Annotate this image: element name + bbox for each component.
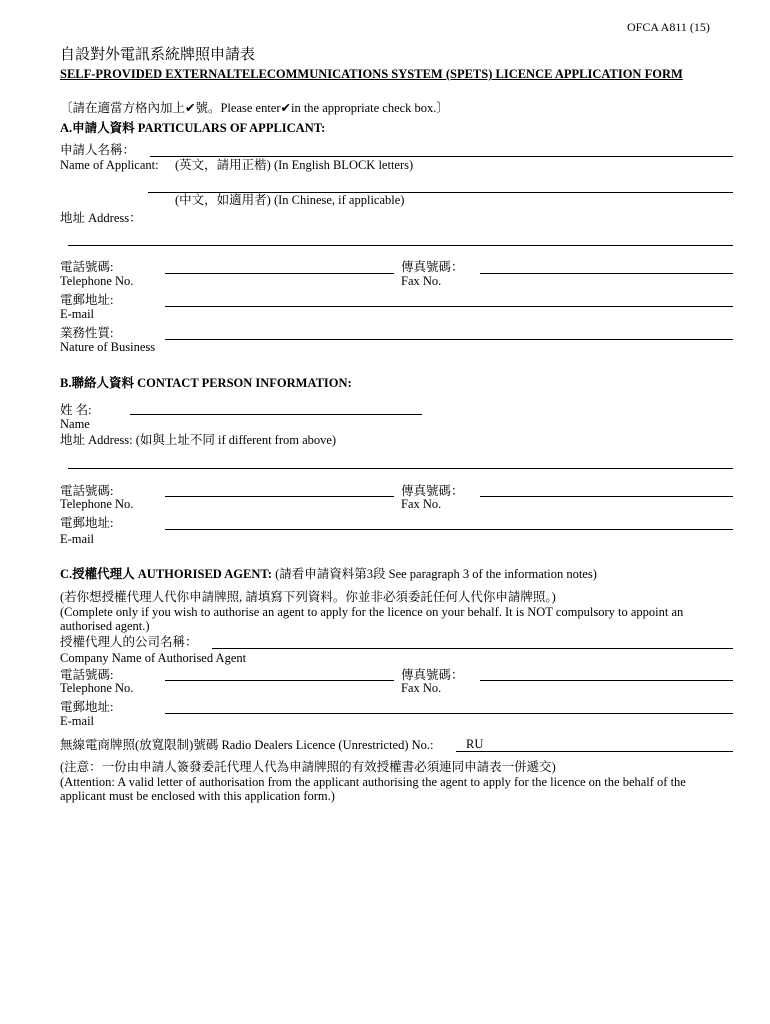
contact-name-label-en: Name bbox=[60, 417, 90, 431]
agent-company-label-en: Company Name of Authorised Agent bbox=[60, 651, 247, 665]
contact-fax-label-en: Fax No. bbox=[401, 497, 442, 511]
contact-fax-label-zh: 傳真號碼： bbox=[401, 484, 464, 498]
applicant-name-field[interactable] bbox=[150, 156, 733, 157]
section-c-heading-row bbox=[60, 567, 597, 581]
agent-company-field[interactable] bbox=[212, 648, 733, 649]
applicant-email-field[interactable] bbox=[165, 306, 733, 307]
agent-email-label-zh: 電郵地址: bbox=[60, 700, 114, 714]
radio-dealers-licence-label: 無線電商牌照(放寬限制)號碼 Radio Dealers Licence (Unrestricted) No.: bbox=[60, 738, 434, 752]
english-block-letters-hint: (英文，請用正楷) (In English BLOCK letters) bbox=[175, 158, 414, 172]
applicant-name-label-zh: 申請人名稱： bbox=[60, 143, 136, 157]
section-c-heading: C.授權代理人 AUTHORISED AGENT: bbox=[60, 567, 272, 581]
attention-note-zh: (注意：一份由申請人簽發委託代理人代為申請牌照的有效授權書必須連同申請表一併遞交) bbox=[60, 760, 556, 774]
agent-tel-field[interactable] bbox=[165, 680, 394, 681]
section-b-heading: B.聯絡人資料 CONTACT PERSON INFORMATION: bbox=[60, 376, 352, 390]
contact-email-field[interactable] bbox=[165, 529, 733, 530]
agent-tel-label-en: Telephone No. bbox=[60, 681, 134, 695]
agent-email-label-en: E-mail bbox=[60, 714, 95, 728]
check-box-note: 〔請在適當方格內加上✔號。Please enter✔in the appropriate check box.〕 bbox=[60, 101, 449, 115]
contact-address-label: 地址 Address: (如與上址不同 if different from above) bbox=[60, 433, 337, 447]
business-label-en: Nature of Business bbox=[60, 340, 156, 354]
agent-tel-label-zh: 電話號碼: bbox=[60, 668, 114, 682]
applicant-tel-label-en: Telephone No. bbox=[60, 274, 134, 288]
radio-dealers-licence-field[interactable] bbox=[456, 751, 733, 752]
form-title-en: SELF-PROVIDED EXTERNALTELECOMMUNICATIONS SYSTEM (SPETS) LICENCE APPLICATION FORM bbox=[60, 67, 683, 81]
applicant-email-label-zh: 電郵地址: bbox=[60, 293, 114, 307]
agent-company-label-zh: 授權代理人的公司名稱： bbox=[60, 635, 198, 649]
section-a-heading: A.申請人資料 PARTICULARS OF APPLICANT: bbox=[60, 121, 326, 135]
form-title-zh: 自設對外電訊系統牌照申請表 bbox=[60, 47, 256, 63]
applicant-tel-field[interactable] bbox=[165, 273, 394, 274]
contact-email-label-zh: 電郵地址: bbox=[60, 516, 114, 530]
chinese-name-hint: (中文，如適用者) (In Chinese, if applicable) bbox=[175, 193, 405, 207]
form-code: OFCA A811 (15) bbox=[627, 20, 710, 34]
applicant-tel-label-zh: 電話號碼: bbox=[60, 260, 114, 274]
contact-name-field[interactable] bbox=[130, 414, 422, 415]
contact-fax-field[interactable] bbox=[480, 496, 733, 497]
business-label-zh: 業務性質: bbox=[60, 326, 114, 340]
agent-note-en: (Complete only if you wish to authorise an agent to apply for the licence on your behalf. It is NOT compulsory to appoint an authorised agent.) bbox=[60, 605, 684, 633]
attention-note-en: (Attention: A valid letter of authorisation from the applicant authorising the agent to apply for the licence on the behalf of the applicant must be enclosed with this application form.) bbox=[60, 775, 686, 803]
agent-fax-label-zh: 傳真號碼： bbox=[401, 668, 464, 682]
agent-fax-label-en: Fax No. bbox=[401, 681, 442, 695]
applicant-name-label-en: Name of Applicant: bbox=[60, 158, 159, 172]
applicant-fax-field[interactable] bbox=[480, 273, 733, 274]
contact-tel-label-zh: 電話號碼: bbox=[60, 484, 114, 498]
applicant-fax-label-en: Fax No. bbox=[401, 274, 442, 288]
applicant-address-label: 地址 Address： bbox=[60, 211, 142, 225]
agent-email-field[interactable] bbox=[165, 713, 733, 714]
contact-address-field[interactable] bbox=[68, 468, 733, 469]
contact-tel-field[interactable] bbox=[165, 496, 394, 497]
contact-name-label-zh: 姓 名: bbox=[60, 403, 92, 417]
contact-tel-label-en: Telephone No. bbox=[60, 497, 134, 511]
radio-dealers-licence-prefix: RU bbox=[466, 737, 484, 751]
nature-of-business-field[interactable] bbox=[165, 339, 733, 340]
section-c-heading-note: (請看申請資料第3段 See paragraph 3 of the information notes) bbox=[275, 567, 597, 581]
applicant-fax-label-zh: 傳真號碼： bbox=[401, 260, 464, 274]
applicant-address-field[interactable] bbox=[68, 245, 733, 246]
contact-email-label-en: E-mail bbox=[60, 532, 95, 546]
applicant-email-label-en: E-mail bbox=[60, 307, 95, 321]
agent-fax-field[interactable] bbox=[480, 680, 733, 681]
agent-note-zh: (若你想授權代理人代你申請牌照, 請填寫下列資料。你並非必須委託任何人代你申請牌照。) bbox=[60, 590, 556, 604]
